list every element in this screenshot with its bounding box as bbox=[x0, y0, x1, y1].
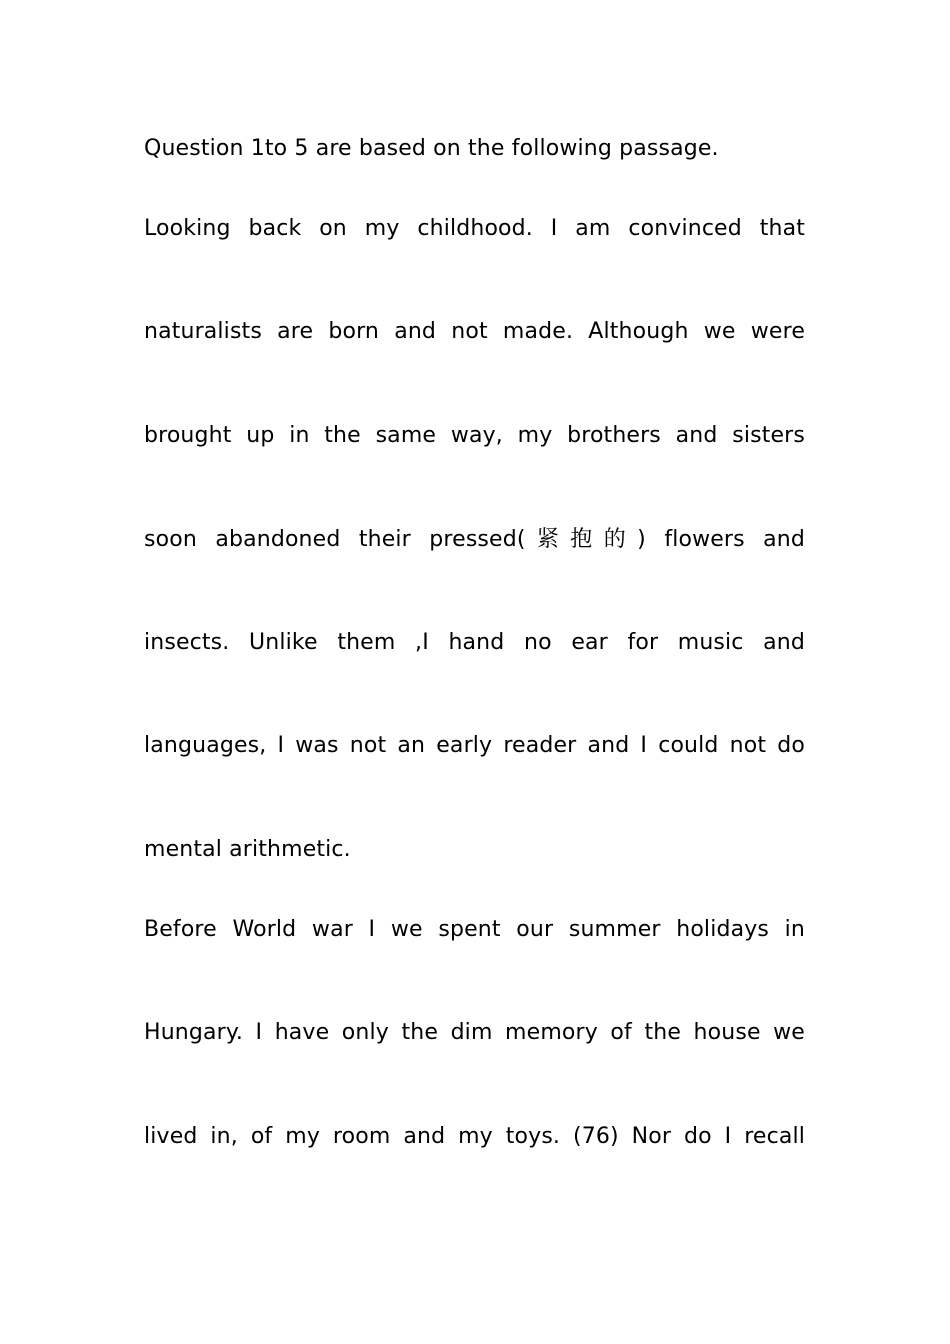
paragraph-line: mental arithmetic. bbox=[144, 837, 351, 862]
paragraph-line: soon abandoned their pressed(紧抱的) flowers and bbox=[144, 527, 805, 552]
passage-heading: Question 1to 5 are based on the following passage. bbox=[144, 136, 719, 161]
paragraph-line: Before World war I we spent our summer holidays in bbox=[144, 917, 805, 942]
paragraph-line: Looking back on my childhood. I am convinced that bbox=[144, 216, 805, 241]
paragraph-line: Hungary. I have only the dim memory of the house we bbox=[144, 1020, 805, 1045]
paragraph-line: insects. Unlike them ,I hand no ear for music and bbox=[144, 630, 805, 655]
paragraph-line: languages, I was not an early reader and I could not do bbox=[144, 733, 805, 758]
paragraph-line: naturalists are born and not made. Although we were bbox=[144, 319, 805, 344]
paragraph-line: brought up in the same way, my brothers and sisters bbox=[144, 423, 805, 448]
paragraph-line: lived in, of my room and my toys. (76) Nor do I recall bbox=[144, 1124, 805, 1149]
